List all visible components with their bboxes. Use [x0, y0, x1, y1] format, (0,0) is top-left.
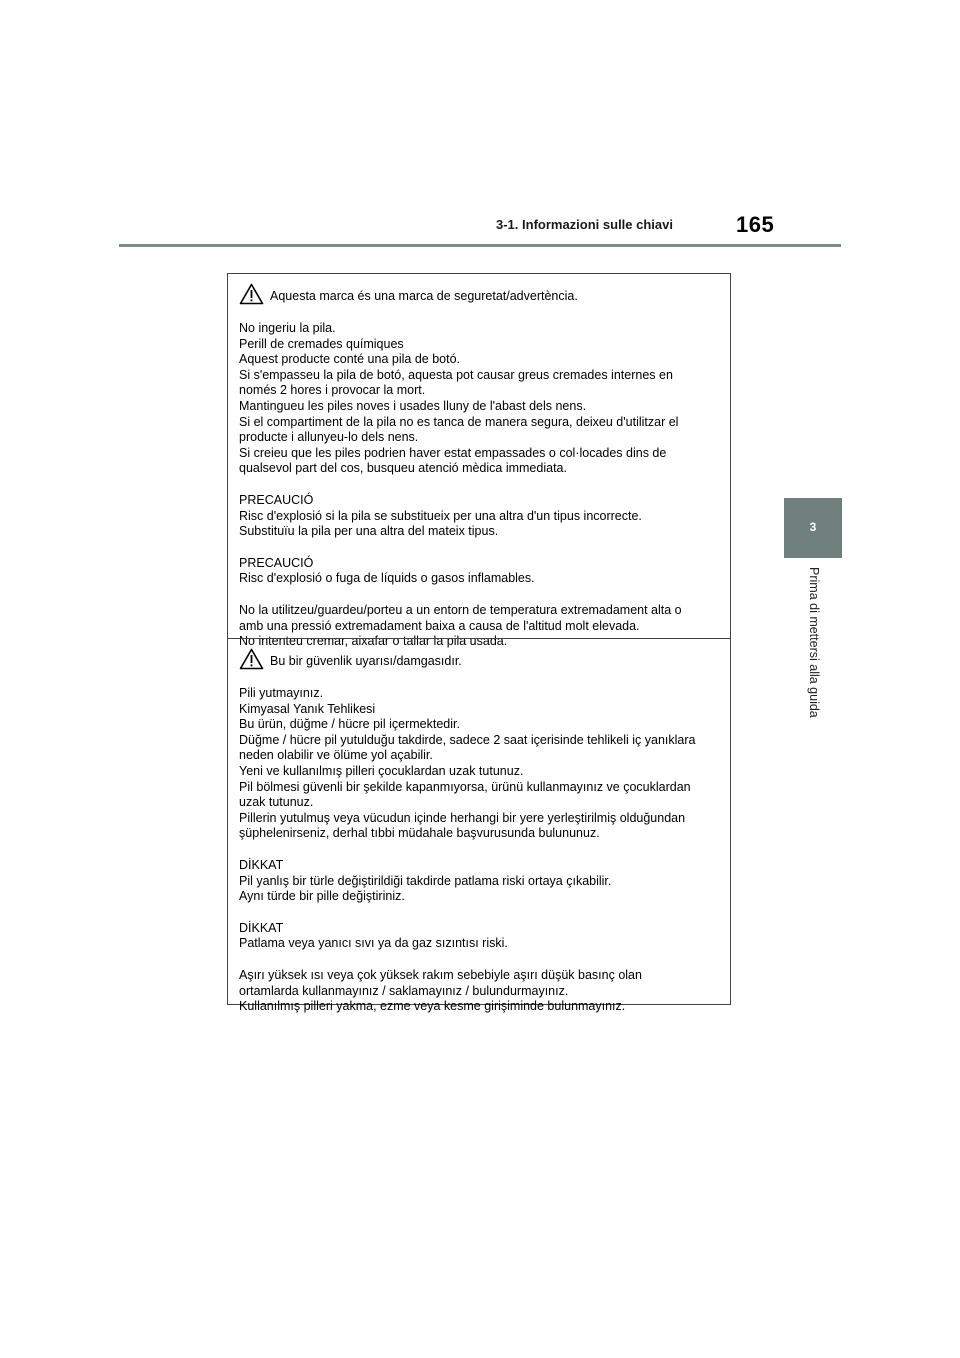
- warning-box-catalan: [227, 273, 731, 649]
- warning-header: [239, 646, 719, 670]
- warning-body: [239, 321, 719, 650]
- warning-paragraph: [239, 921, 719, 952]
- text-line: neden olabilir ve ölüme yol açabilir.: [239, 748, 433, 763]
- warning-label: Bu bir güvenlik uyarısı/damgasıdır.: [270, 654, 462, 668]
- header-rule: [119, 244, 841, 247]
- text-line: Si creieu que les piles podrien haver estat empassades o col·locades dins de: [239, 445, 667, 460]
- warning-paragraph: [239, 858, 719, 905]
- warning-body: [239, 686, 719, 1015]
- text-line: DİKKAT: [239, 857, 284, 872]
- text-line: Pillerin yutulmuş veya vücudun içinde herhangi bir yere yerleştirilmiş olduğundan: [239, 810, 686, 825]
- warning-triangle-icon: [239, 283, 264, 305]
- text-line: PRECAUCIÓ: [239, 492, 314, 507]
- text-line: Risc d'explosió o fuga de líquids o gasos inflamables.: [239, 571, 535, 586]
- section-title: 3-1. Informazioni sulle chiavi: [496, 217, 673, 232]
- text-line: PRECAUCIÓ: [239, 555, 314, 570]
- text-line: Si s'empasseu la pila de botó, aquesta pot causar greus cremades internes en: [239, 367, 673, 382]
- text-line: Kullanılmış pilleri yakma, ezme veya kesme girişiminde bulunmayınız.: [239, 999, 626, 1014]
- text-line: Pil bölmesi güvenli bir şekilde kapanmıyorsa, ürünü kullanmayınız ve çocuklardan: [239, 779, 691, 794]
- text-line: uzak tutunuz.: [239, 795, 314, 810]
- text-line: Bu ürün, düğme / hücre pil içermektedir.: [239, 717, 460, 732]
- chapter-label: Prima di mettersi alla guida: [807, 567, 821, 718]
- text-line: qualsevol part del cos, busqueu atenció mèdica immediata.: [239, 461, 567, 476]
- text-line: Si el compartiment de la pila no es tanca de manera segura, deixeu d'utilitzar el: [239, 414, 679, 429]
- text-line: Pili yutmayınız.: [239, 686, 324, 700]
- chapter-number: 3: [809, 520, 817, 534]
- text-line: Pil yanlış bir türle değiştirildiği takdirde patlama riski ortaya çıkabilir.: [239, 873, 612, 888]
- warning-paragraph: [239, 556, 719, 587]
- text-line: Düğme / hücre pil yutulduğu takdirde, sadece 2 saat içerisinde tehlikeli iç yanıklara: [239, 732, 696, 747]
- text-line: No intenteu cremar, aixafar o tallar la pila usada.: [239, 634, 508, 649]
- text-line: Risc d'explosió si la pila se substitueix per una altra d'un tipus incorrecte.: [239, 508, 642, 523]
- warning-paragraph: [239, 321, 719, 477]
- text-line: DİKKAT: [239, 920, 284, 935]
- text-line: ortamlarda kullanmayınız / saklamayınız / bulundurmayınız.: [239, 983, 569, 998]
- text-line: Aquest producte conté una pila de botó.: [239, 352, 460, 367]
- text-line: Aşırı yüksek ısı veya çok yüksek rakım sebebiyle aşırı düşük basınç olan: [239, 967, 642, 982]
- text-line: Substituïu la pila per una altra del mateix tipus.: [239, 524, 499, 539]
- text-line: şüphelenirseniz, derhal tıbbi müdahale başvurusunda bulununuz.: [239, 826, 600, 841]
- warning-box-turkish: [227, 638, 731, 1014]
- text-line: producte i allunyeu-lo dels nens.: [239, 430, 419, 445]
- warning-triangle-icon: [239, 648, 264, 670]
- warning-header: [239, 281, 719, 305]
- warning-paragraph: [239, 968, 719, 1015]
- text-line: Patlama veya yanıcı sıvı ya da gaz sızıntısı riski.: [239, 936, 508, 951]
- text-line: Aynı türde bir pille değiştiriniz.: [239, 889, 405, 904]
- text-line: amb una pressió extremadament baixa a causa de l'altitud molt elevada.: [239, 618, 640, 633]
- text-line: Kimyasal Yanık Tehlikesi: [239, 701, 376, 716]
- warning-paragraph: [239, 493, 719, 540]
- page-number: 165: [736, 212, 775, 237]
- text-line: Mantingueu les piles noves i usades lluny de l'abast dels nens.: [239, 398, 587, 413]
- warning-paragraph: [239, 686, 719, 842]
- text-line: No ingeriu la pila.: [239, 321, 336, 335]
- text-line: Yeni ve kullanılmış pilleri çocuklardan uzak tutunuz.: [239, 763, 524, 778]
- text-line: Perill de cremades químiques: [239, 336, 404, 351]
- text-line: No la utilitzeu/guardeu/porteu a un entorn de temperatura extremadament alta o: [239, 602, 682, 617]
- text-line: només 2 hores i provocar la mort.: [239, 383, 426, 398]
- chapter-tab: [784, 498, 842, 558]
- warning-label: Aquesta marca és una marca de seguretat/advertència.: [270, 289, 578, 303]
